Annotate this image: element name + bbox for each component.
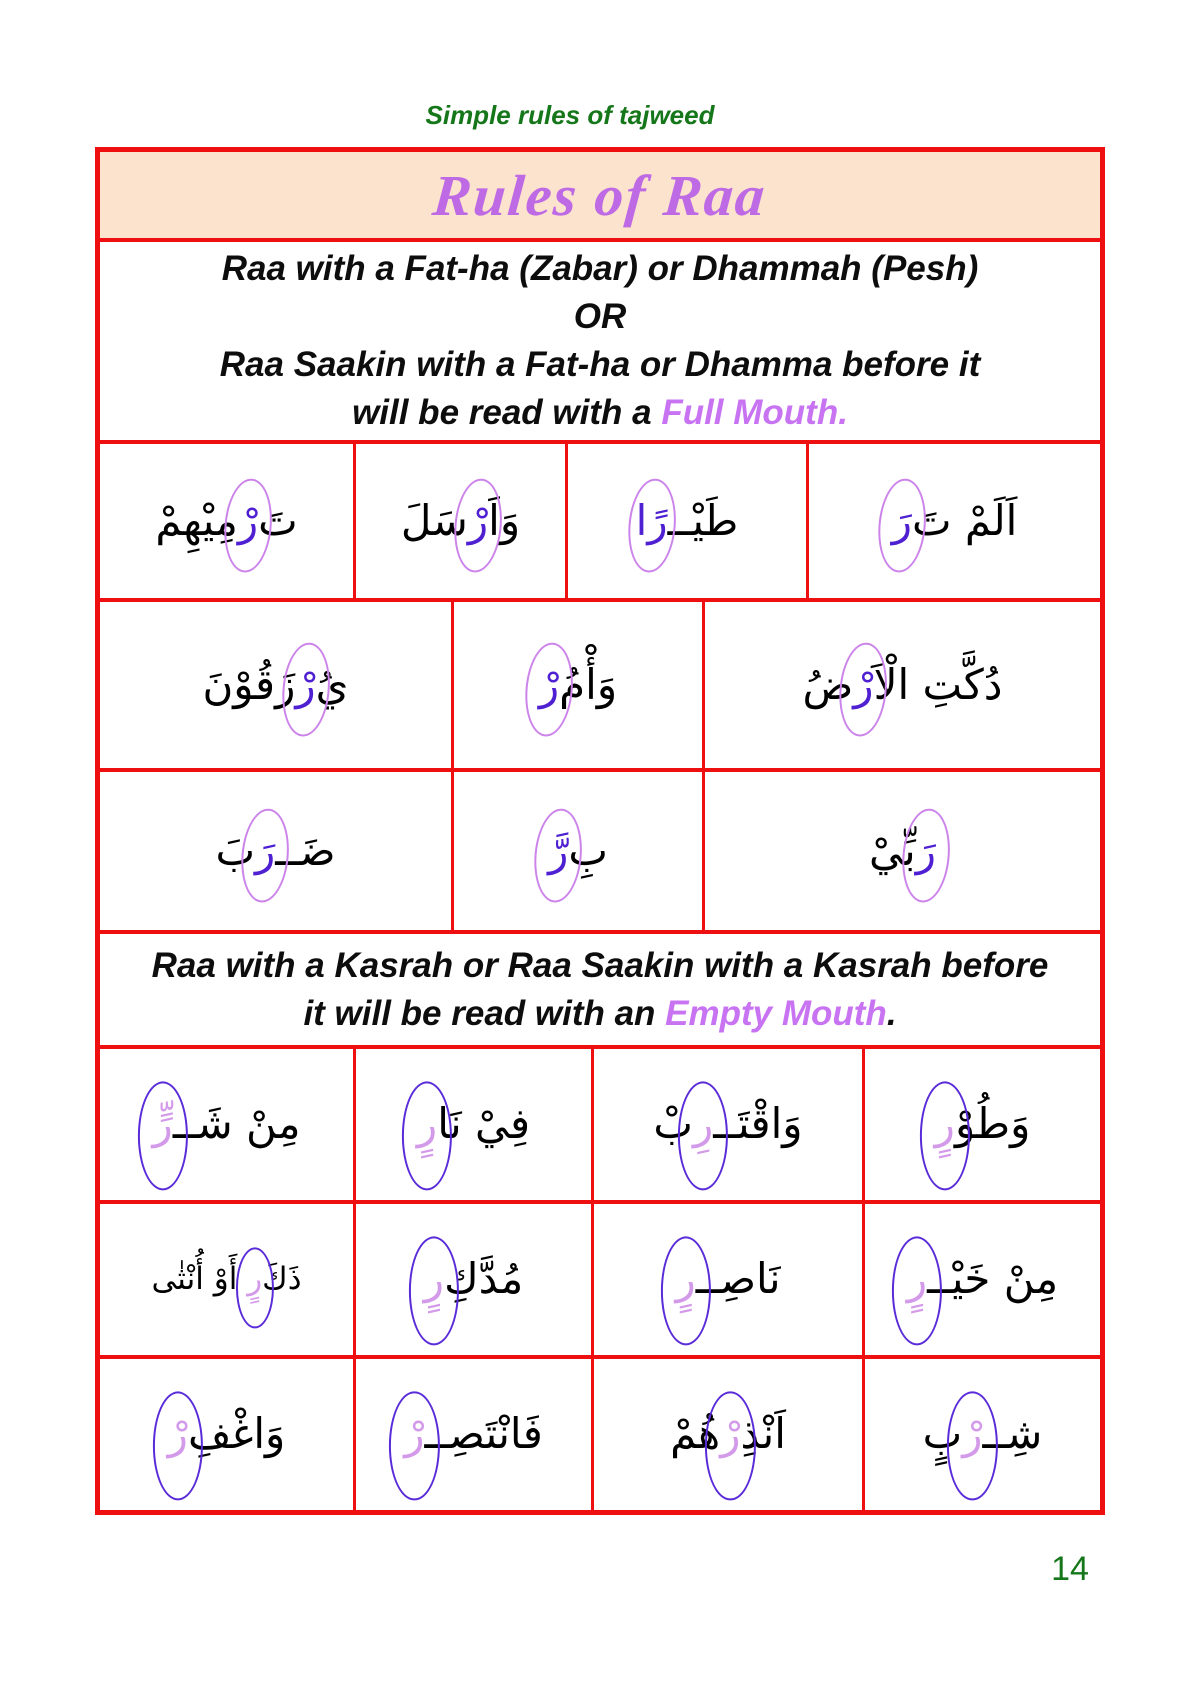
- circled-raa: رٍ: [247, 1261, 263, 1298]
- example-cell: [100, 1204, 353, 1355]
- example-cell: [451, 772, 702, 930]
- full-mouth-rule-text: [100, 238, 1100, 440]
- rule-line: OR: [573, 297, 627, 336]
- rule-line: Raa with a Fat-ha (Zabar) or Dhammah (Pesh): [221, 249, 979, 288]
- example-cell: [100, 602, 451, 768]
- circled-raa: رٍ: [935, 1098, 955, 1151]
- rules-table: [95, 147, 1105, 1515]
- example-cell: [100, 444, 353, 598]
- arabic-text: اَنْذِ: [740, 1409, 786, 1459]
- example-cell: [100, 1049, 353, 1200]
- arabic-word: [151, 1260, 301, 1299]
- arabic-word: [424, 1253, 523, 1306]
- full-mouth-examples-row-2: [100, 598, 1100, 768]
- arabic-text: مِنْ شَــ: [172, 1099, 301, 1149]
- circled-raa: رٍ: [907, 1253, 927, 1306]
- circled-raa: رٍّ: [153, 1098, 173, 1151]
- example-cell: [702, 602, 1100, 768]
- arabic-text: أَوْ أُنْثٰى: [151, 1261, 248, 1298]
- circled-raa: رٍ: [417, 1098, 437, 1151]
- full-mouth-examples-row-1: [100, 440, 1100, 598]
- arabic-text: بِّيْ: [869, 825, 916, 875]
- circled-raa: رْ: [168, 1408, 188, 1461]
- arabic-word: [907, 1253, 1058, 1306]
- arabic-text: شِــ: [982, 1409, 1043, 1459]
- arabic-word: [417, 1098, 530, 1151]
- example-cell: [353, 1359, 591, 1510]
- arabic-text: مِيْهِمْ: [155, 495, 238, 545]
- circled-raa: رِ: [693, 1098, 713, 1151]
- example-cell: [591, 1359, 862, 1510]
- arabic-text: طَيْــ: [667, 495, 739, 545]
- arabic-text: بَ: [215, 825, 255, 875]
- arabic-word: [670, 1408, 786, 1461]
- arabic-word: [153, 1098, 301, 1151]
- arabic-word: [636, 495, 739, 548]
- circled-raa: رٍ: [424, 1253, 444, 1306]
- example-cell: [353, 444, 565, 598]
- example-cell: [862, 1359, 1100, 1510]
- empty-mouth-examples-row-3: [100, 1355, 1100, 1510]
- arabic-text: ضُ: [802, 659, 854, 709]
- arabic-word: [404, 1408, 543, 1461]
- rule-line: [100, 990, 1100, 1038]
- example-cell: [100, 772, 451, 930]
- circled-raa: رَّ: [548, 825, 568, 878]
- circled-raa: رْ: [404, 1408, 424, 1461]
- arabic-word: [935, 1098, 1031, 1151]
- arabic-text: نَاصِــ: [695, 1254, 781, 1304]
- circled-raa: رْ: [539, 659, 559, 712]
- arabic-word: [202, 659, 348, 712]
- arabic-word: [401, 495, 520, 548]
- arabic-text: وَأْمُ: [559, 659, 618, 709]
- arabic-text: يُ: [315, 659, 349, 709]
- rule-text: will be read with a: [352, 393, 662, 432]
- empty-mouth-examples-row-2: [100, 1200, 1100, 1355]
- example-cell: [565, 444, 806, 598]
- arabic-word: [155, 495, 297, 548]
- circled-raa: رَ: [892, 495, 912, 548]
- rule-text: .: [886, 993, 897, 1033]
- arabic-text: وَاغْفِ: [187, 1409, 286, 1459]
- arabic-text: وَاَ: [488, 495, 521, 545]
- arabic-text: تَ: [258, 495, 298, 545]
- arabic-text: سَلَ: [400, 495, 468, 545]
- arabic-word: [539, 659, 617, 712]
- arabic-word: [923, 1408, 1043, 1461]
- example-cell: [862, 1204, 1100, 1355]
- arabic-text: فِيْ نَا: [437, 1099, 531, 1149]
- arabic-text: ضَــ: [275, 825, 336, 875]
- example-cell: [591, 1049, 862, 1200]
- arabic-text: دُكَّتِ الْاَ: [873, 659, 1003, 709]
- arabic-word: [653, 1098, 802, 1151]
- empty-mouth-rule-text: [100, 930, 1100, 1045]
- example-cell: [591, 1204, 862, 1355]
- arabic-word: [215, 825, 335, 878]
- arabic-word: [803, 659, 1003, 712]
- full-mouth-highlight: Full Mouth.: [661, 393, 848, 432]
- table-title-band: [100, 152, 1100, 238]
- circled-raa: رْ: [962, 1408, 982, 1461]
- arabic-text: بٍ: [922, 1409, 963, 1459]
- circled-raa: رٍ: [675, 1253, 695, 1306]
- circled-raa: رًا: [636, 495, 668, 548]
- arabic-text: مِنْ خَيْــ: [927, 1254, 1059, 1304]
- arabic-text: بِ: [568, 825, 608, 875]
- page-heading: Simple rules of tajweed: [425, 100, 715, 130]
- arabic-text: مُدَّكِ: [444, 1254, 524, 1304]
- arabic-word: [548, 825, 608, 878]
- rule-text: it will be read with an: [303, 993, 666, 1033]
- circled-raa: رْ: [468, 495, 488, 548]
- arabic-word: [168, 1408, 286, 1461]
- example-cell: [353, 1204, 591, 1355]
- arabic-text: فَانْتَصِــ: [424, 1409, 543, 1459]
- arabic-word: [869, 825, 936, 878]
- example-cell: [451, 602, 702, 768]
- example-cell: [100, 1359, 353, 1510]
- circled-raa: رَ: [255, 825, 275, 878]
- circled-raa: رْ: [295, 659, 315, 712]
- example-cell: [806, 444, 1100, 598]
- full-mouth-examples-row-3: [100, 768, 1100, 930]
- empty-mouth-highlight: Empty Mouth: [665, 993, 887, 1033]
- circled-raa: رَ: [916, 825, 936, 878]
- rule-line: [100, 389, 1100, 437]
- table-title: Rules of Raa: [430, 162, 770, 228]
- example-cell: [862, 1049, 1100, 1200]
- rule-line: Raa Saakin with a Fat-ha or Dhamma before it: [219, 345, 981, 384]
- page-number: 14: [1051, 1550, 1089, 1588]
- arabic-text: ذَكَ: [262, 1261, 302, 1298]
- arabic-text: هُمْ: [670, 1409, 721, 1459]
- arabic-word: [892, 495, 1018, 548]
- arabic-word: [675, 1253, 780, 1306]
- arabic-text: زَقُوْنَ: [202, 659, 296, 709]
- arabic-text: اَلَمْ تَ: [911, 495, 1018, 545]
- example-cell: [702, 772, 1100, 930]
- circled-raa: رْ: [720, 1408, 740, 1461]
- circled-raa: رْ: [853, 659, 873, 712]
- empty-mouth-examples-row-1: [100, 1045, 1100, 1200]
- rule-line: Raa with a Kasrah or Raa Saakin with a Kasrah before: [151, 945, 1049, 985]
- arabic-text: وَطُوْ: [954, 1099, 1031, 1149]
- example-cell: [353, 1049, 591, 1200]
- arabic-text: بْ: [653, 1099, 693, 1149]
- circled-raa: رْ: [238, 495, 258, 548]
- arabic-text: وَاقْتَــ: [713, 1099, 803, 1149]
